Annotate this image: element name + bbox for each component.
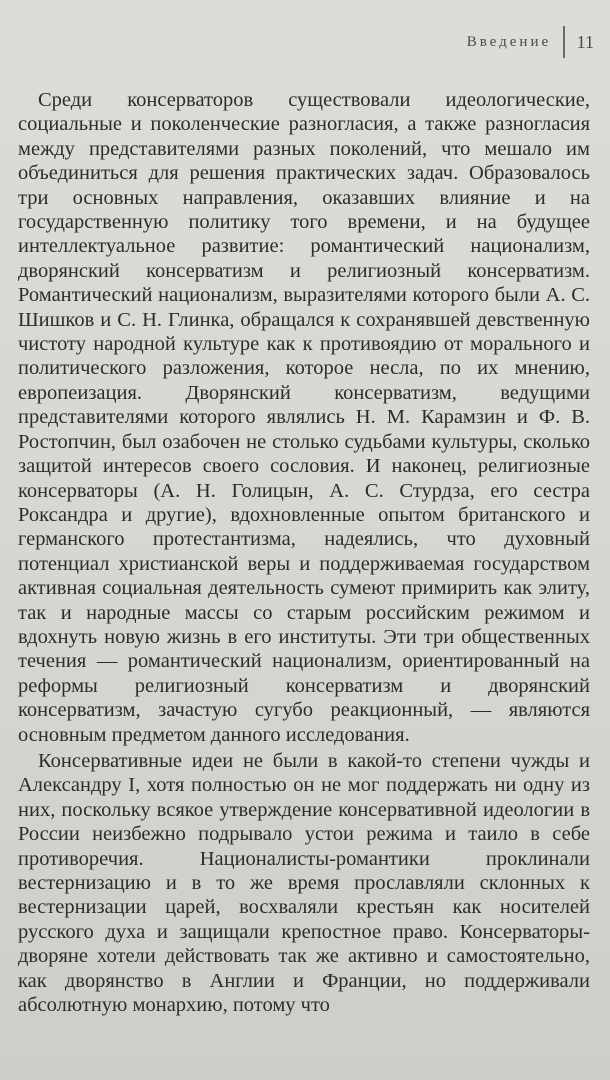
page-number: 11 xyxy=(576,31,594,52)
header-divider xyxy=(563,26,565,58)
section-title: Введение xyxy=(466,33,552,50)
paragraph-1: Среди консерваторов существовали идеологические, социальные и поколенческие разногласия, а также разногласия между представителями разных поколений, что мешало им объединиться для решения практических задач. Образовалось три основных направления, оказавших влияние и на государственную политику того времени, и на будущее интеллектуальное развитие: романтический национализм, дворянский консерватизм и религиозный консерватизм. Романтический национализм, выразителями которого были А. С. Шишков и С. Н. Глинка, обращался к сохранявшей девственную чистоту народной культуре как к противоядию от морального и политического разложения, которое несла, по их мнению, европеизация. Дворянский консерватизм, ведущими представителями которого являлись Н. М. Карамзин и Ф. В. Ростопчин, был озабочен не столько судьбами культуры, сколько защитой интересов своего сословия. И наконец, религиозные консерваторы (А. Н. Голицын, А. С. Стурдза, его сестра Роксандра и другие), вдохновленные опытом британского и германского протестантизма, надеялись, что духовный потенциал христианской веры и поддерживаемая государством активная социальная деятельность сумеют примирить как элиту, так и народные массы со старым российским режимом и вдохнуть новую жизнь в его институты. Эти три общественных течения — романтический национализм, ориентированный на реформы религиозный консерватизм и дворянский консерватизм, зачастую сугубо реакционный, — являются основным предметом данного исследования. xyxy=(18,89,590,746)
running-head xyxy=(467,26,594,58)
paragraph-2: Консервативные идеи не были в какой-то степени чужды и Александру I, хотя полностью он не мог поддержать ни одну из них, поскольку всякое утверждение консервативной идеологии в России неизбежно подрывало устои режима и таило в себе противоречия. Националисты-романтики проклинали вестернизацию и в то же время прославляли склонных к вестернизации царей, восхваляли крестьян как носителей русского духа и защищали крепостное право. Консерваторы-дворяне хотели действовать так же активно и самостоятельно, как дворянство в Англии и Франции, но поддерживали абсолютную монархию, потому что xyxy=(18,749,590,1017)
body-text xyxy=(18,88,590,1017)
